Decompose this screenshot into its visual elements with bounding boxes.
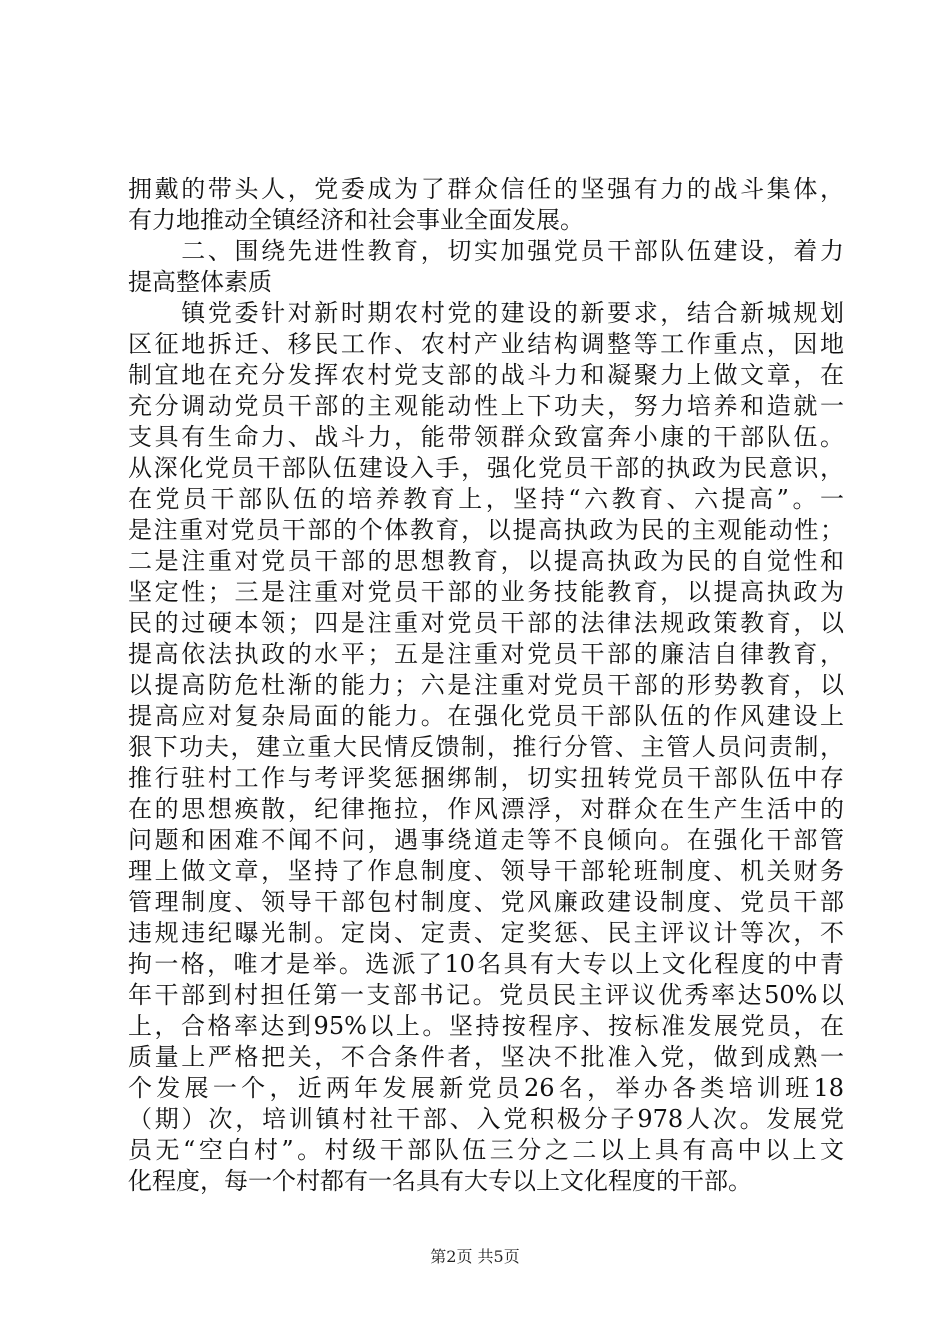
text-line: 镇党委针对新时期农村党的建设的新要求，结合新城规划 xyxy=(128,299,844,327)
section-heading-line: 二、围绕先进性教育，切实加强党员干部队伍建设，着力 xyxy=(128,237,844,265)
text-line: 有力地推动全镇经济和社会事业全面发展。 xyxy=(128,206,584,234)
text-line: 年干部到村担任第一支部书记。党员民主评议优秀率达50%以 xyxy=(128,981,844,1009)
text-line: 狠下功夫，建立重大民情反馈制，推行分管、主管人员问责制， xyxy=(128,733,844,761)
text-line: 质量上严格把关，不合条件者，坚决不批准入党，做到成熟一 xyxy=(128,1043,844,1071)
text-line: 是注重对党员干部的个体教育，以提高执政为民的主观能动性； xyxy=(128,516,844,544)
text-line: 提高应对复杂局面的能力。在强化党员干部队伍的作风建设上 xyxy=(128,702,844,730)
text-line: 在的思想痪散，纪律拖拉，作风漂浮，对群众在生产生活中的 xyxy=(128,795,844,823)
text-line: 化程度，每一个村都有一名具有大专以上文化程度的干部。 xyxy=(128,1167,752,1195)
text-line: （期）次，培训镇村社干部、入党积极分子978人次。发展党 xyxy=(128,1105,844,1133)
text-line: 以提高防危杜渐的能力；六是注重对党员干部的形势教育，以 xyxy=(128,671,844,699)
document-body xyxy=(128,174,844,1197)
text-line: 支具有生命力、战斗力，能带领群众致富奔小康的干部队伍。 xyxy=(128,423,844,451)
text-line: 在党员干部队伍的培养教育上，坚持“六教育、六提高”。一 xyxy=(128,485,844,513)
text-line: 推行驻村工作与考评奖惩捆绑制，切实扭转党员干部队伍中存 xyxy=(128,764,844,792)
text-line: 理上做文章，坚持了作息制度、领导干部轮班制度、机关财务 xyxy=(128,857,844,885)
text-line: 区征地拆迁、移民工作、农村产业结构调整等工作重点，因地 xyxy=(128,330,844,358)
text-line: 拘一格，唯才是举。选派了10名具有大专以上文化程度的中青 xyxy=(128,950,844,978)
text-line: 充分调动党员干部的主观能动性上下功夫，努力培养和造就一 xyxy=(128,392,844,420)
text-line: 管理制度、领导干部包村制度、党风廉政建设制度、党员干部 xyxy=(128,888,844,916)
text-line: 问题和困难不闻不问，遇事绕道走等不良倾向。在强化干部管 xyxy=(128,826,844,854)
text-line: 民的过硬本领；四是注重对党员干部的法律法规政策教育，以 xyxy=(128,609,844,637)
page-number-footer: 第2页 共5页 xyxy=(430,1247,520,1266)
text-line: 提高依法执政的水平；五是注重对党员干部的廉洁自律教育， xyxy=(128,640,844,668)
text-line: 坚定性；三是注重对党员干部的业务技能教育，以提高执政为 xyxy=(128,578,844,606)
text-line: 员无“空白村”。村级干部队伍三分之二以上具有高中以上文 xyxy=(128,1136,844,1164)
section-heading-line: 提高整体素质 xyxy=(128,268,272,296)
text-line: 违规违纪曝光制。定岗、定责、定奖惩、民主评议计等次，不 xyxy=(128,919,844,947)
text-line: 制宜地在充分发挥农村党支部的战斗力和凝聚力上做文章，在 xyxy=(128,361,844,389)
text-line: 拥戴的带头人，党委成为了群众信任的坚强有力的战斗集体， xyxy=(128,175,844,203)
text-line: 个发展一个，近两年发展新党员26名，举办各类培训班18 xyxy=(128,1074,844,1102)
text-line: 从深化党员干部队伍建设入手，强化党员干部的执政为民意识， xyxy=(128,454,844,482)
text-line: 上，合格率达到95%以上。坚持按程序、按标准发展党员，在 xyxy=(128,1012,844,1040)
text-line: 二是注重对党员干部的思想教育，以提高执政为民的自觉性和 xyxy=(128,547,844,575)
